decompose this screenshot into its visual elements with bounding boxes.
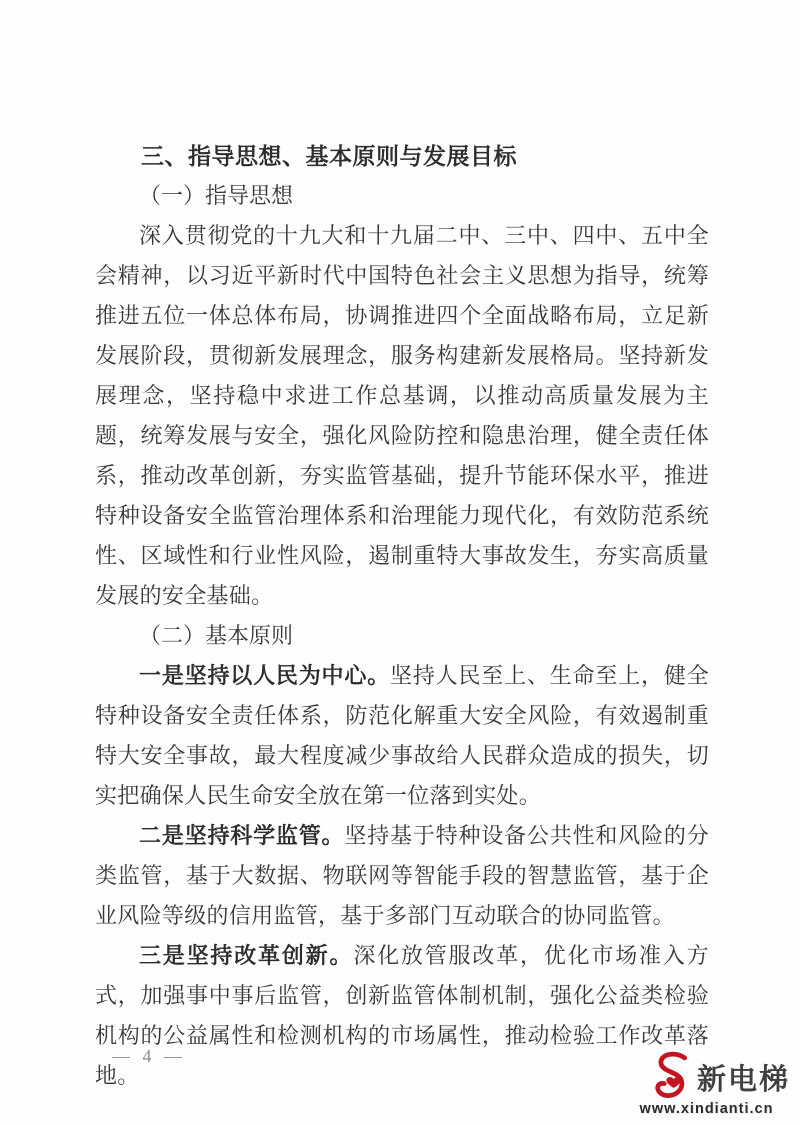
paragraph-principle-2 <box>95 816 709 936</box>
principle-3-lead: 三是坚持改革创新。 <box>139 943 354 968</box>
paragraph-guiding-ideology: 深入贯彻党的十九大和十九届二中、三中、四中、五中全会精神，以习近平新时代中国特色社会主义思想为指导，统筹推进五位一体总体布局，协调推进四个全面战略布局，立足新发展阶段，贯彻新发展理念，服务构建新发展格局。坚持新发展理念，坚持稳中求进工作总基调，以推动高质量发展为主题，统筹发展与安全，强化风险防控和隐患治理，健全责任体系，推动改革创新，夯实监管基础，提升节能环保水平，推进特种设备安全监管治理体系和治理能力现代化，有效防范系统性、区域性和行业性风险，遏制重特大事故发生，夯实高质量发展的安全基础。 <box>95 223 709 608</box>
section-heading: 三、指导思想、基本原则与发展目标 <box>141 143 517 169</box>
paragraph-principle-3 <box>95 936 709 1096</box>
logo-swirl-icon <box>651 1051 695 1103</box>
heart-icon <box>666 1077 681 1088</box>
page-number: — 4 — <box>112 1046 186 1066</box>
principle-1-body: 坚持人民至上、生命至上，健全特种设备安全责任体系，防范化解重大安全风险，有效遏制重特大安全事故，最大程度减少事故给人民群众造成的损失，切实把确保人民生命安全放在第一位落到实处。 <box>95 663 709 808</box>
site-logo <box>619 1051 794 1117</box>
principle-3-body: 深化放管服改革，优化市场准入方式，加强事中事后监管，创新监管体制机制，强化公益类检验机构的公益属性和检测机构的市场属性，推动检验工作改革落地。 <box>95 943 709 1088</box>
principle-2-lead: 二是坚持科学监管。 <box>139 823 345 848</box>
principle-1-lead: 一是坚持以人民为中心。 <box>139 663 391 688</box>
logo-url: www.xindianti.cn <box>639 1101 774 1117</box>
logo-row <box>619 1051 794 1103</box>
paragraph-principle-1 <box>95 656 709 816</box>
logo-text: 新电梯 <box>696 1063 790 1096</box>
document-content <box>95 136 709 1096</box>
subsection-title-1: （一）指导思想 <box>139 183 294 208</box>
principle-2-body: 坚持基于特种设备公共性和风险的分类监管，基于大数据、物联网等智能手段的智慧监管，基于企业风险等级的信用监管，基于多部门互动联合的协同监管。 <box>95 823 709 928</box>
subsection-title-2: （二）基本原则 <box>139 623 294 648</box>
